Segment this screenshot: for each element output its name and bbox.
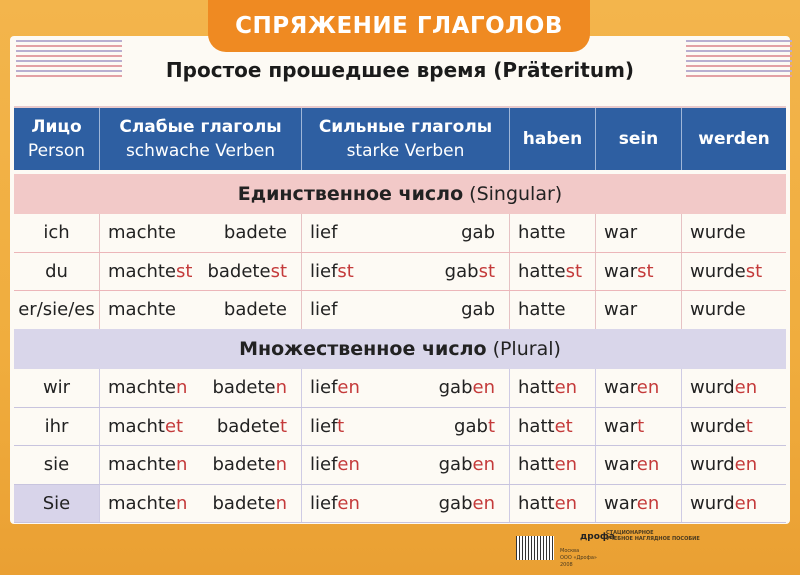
- footer: [0, 524, 800, 575]
- verb-machen-ending: n: [176, 454, 188, 476]
- header-weak-verbs: [100, 108, 302, 170]
- verb-haben-cell: [510, 291, 596, 329]
- verb-werden-stem: wurde: [690, 260, 746, 282]
- strong-verbs-cell: [302, 253, 510, 291]
- verb-geben-ending: st: [478, 260, 495, 282]
- header-weak-de: schwache Verben: [125, 141, 276, 161]
- verb-machen: [108, 299, 176, 320]
- verb-sein-stem: war: [604, 454, 637, 476]
- strong-verbs-cell: [302, 446, 510, 484]
- strong-verbs-cell: [302, 408, 510, 446]
- verb-machen: [108, 493, 187, 514]
- singular-section-label: [14, 174, 786, 214]
- verb-machen-ending: st: [176, 260, 193, 282]
- verb-geben: [461, 222, 495, 243]
- verb-haben-stem: hatt: [518, 415, 555, 437]
- header-sein: sein: [596, 108, 682, 170]
- verb-werden-stem: wurde: [690, 222, 746, 244]
- barcode: [516, 536, 554, 560]
- verb-laufen-ending: en: [337, 492, 360, 514]
- verb-machen-stem: machte: [108, 260, 177, 282]
- verb-laufen-stem: lief: [310, 299, 338, 321]
- header-werden: werden: [698, 129, 770, 149]
- weak-verbs-cell: [100, 408, 302, 446]
- verb-geben-stem: gab: [461, 299, 495, 321]
- verb-haben-cell: [510, 253, 596, 291]
- verb-werden: [690, 493, 757, 514]
- verb-baden-stem: badete: [212, 377, 276, 399]
- table-row: [14, 369, 786, 408]
- verb-baden: [207, 261, 287, 282]
- verb-werden: [690, 454, 757, 475]
- plural-section-label: [14, 329, 786, 369]
- plural-rows: [14, 369, 786, 523]
- verb-baden: [212, 493, 287, 514]
- verb-machen: [108, 377, 187, 398]
- pronoun-cell: du: [14, 253, 100, 291]
- verb-haben: [518, 454, 577, 475]
- verb-geben: [439, 454, 495, 475]
- verb-werden-stem: wurde: [690, 415, 746, 437]
- verb-machen-stem: macht: [108, 415, 165, 437]
- verb-geben: [461, 299, 495, 320]
- header-strong-ru: Сильные глаголы: [318, 117, 493, 137]
- verb-baden-ending: n: [275, 492, 287, 514]
- verb-machen-stem: machte: [108, 222, 177, 244]
- strong-verbs-cell: [302, 369, 510, 407]
- verb-sein-cell: [596, 446, 682, 484]
- table-header: [14, 106, 786, 170]
- verb-sein-ending: t: [637, 415, 645, 437]
- verb-sein: [604, 377, 659, 398]
- verb-laufen-stem: lief: [310, 222, 338, 244]
- verb-baden-stem: badete: [216, 415, 280, 437]
- verb-baden-stem: badete: [223, 222, 287, 244]
- verb-haben-ending: en: [554, 377, 578, 399]
- verb-sein: [604, 299, 637, 320]
- publisher-name: ООО «Дрофа»: [560, 555, 597, 561]
- publisher-logo: дрофа: [580, 532, 615, 542]
- verb-baden-ending: n: [275, 454, 287, 476]
- verb-werden: [690, 261, 762, 282]
- verb-geben: [445, 261, 495, 282]
- publication-year: 2008: [560, 562, 573, 568]
- header-haben: haben: [510, 108, 596, 170]
- verb-sein-ending: st: [637, 260, 654, 282]
- verb-baden-stem: badete: [212, 492, 276, 514]
- verb-machen: [108, 261, 192, 282]
- verb-laufen: [310, 493, 360, 514]
- verb-laufen-stem: lief: [310, 492, 338, 514]
- verb-haben-stem: hatte: [518, 260, 566, 282]
- verb-haben: [518, 299, 566, 320]
- pronoun-cell: er/sie/es: [14, 291, 100, 329]
- poster-title: СПРЯЖЕНИЕ ГЛАГОЛОВ: [208, 0, 590, 52]
- verb-werden: [690, 299, 746, 320]
- verb-haben-stem: hatte: [518, 222, 566, 244]
- verb-sein-cell: [596, 214, 682, 252]
- verb-laufen: [310, 222, 337, 243]
- verb-geben-stem: gab: [438, 454, 473, 476]
- verb-haben-cell: [510, 408, 596, 446]
- table-row: [14, 446, 786, 485]
- verb-geben-ending: t: [487, 415, 495, 437]
- pronoun-cell: ihr: [14, 408, 100, 446]
- verb-haben-ending: st: [565, 260, 583, 282]
- verb-laufen-stem: lief: [310, 415, 338, 437]
- verb-baden-ending: st: [270, 260, 287, 282]
- verb-baden: [212, 454, 287, 475]
- header-person: [14, 108, 100, 170]
- verb-machen-ending: n: [176, 377, 188, 399]
- verb-sein-stem: war: [604, 299, 638, 321]
- weak-verbs-cell: [100, 214, 302, 252]
- verb-laufen-stem: lief: [310, 260, 338, 282]
- verb-geben-stem: gab: [461, 222, 495, 244]
- verb-werden: [690, 377, 757, 398]
- weak-verbs-cell: [100, 253, 302, 291]
- verb-werden-ending: en: [734, 377, 758, 399]
- verb-machen-stem: machte: [108, 492, 177, 514]
- verb-laufen: [310, 261, 354, 282]
- verb-werden-stem: wurd: [690, 377, 735, 399]
- verb-baden-ending: n: [275, 377, 287, 399]
- strong-verbs-cell: [302, 485, 510, 523]
- verb-sein-ending: en: [636, 454, 660, 476]
- verb-sein-cell: [596, 485, 682, 523]
- verb-werden-cell: [682, 408, 786, 446]
- table-row: [14, 214, 786, 253]
- verb-geben-ending: en: [472, 492, 495, 514]
- verb-sein-cell: [596, 291, 682, 329]
- header-person-ru: Лицо: [31, 117, 82, 137]
- header-strong-verbs: [302, 108, 510, 170]
- verb-laufen: [310, 416, 344, 437]
- verb-machen-stem: machte: [108, 299, 177, 321]
- verb-sein: [604, 416, 644, 437]
- verb-haben-stem: hatte: [518, 299, 566, 321]
- weak-verbs-cell: [100, 369, 302, 407]
- verb-werden-cell: [682, 291, 786, 329]
- series-line-1: СТАЦИОНАРНОЕ: [606, 530, 654, 536]
- verb-geben-stem: gab: [438, 492, 473, 514]
- verb-laufen-ending: t: [337, 415, 345, 437]
- verb-haben-stem: hatt: [518, 492, 555, 514]
- verb-geben: [439, 377, 495, 398]
- verb-baden: [217, 416, 287, 437]
- verb-machen-stem: machte: [108, 377, 177, 399]
- verb-laufen-ending: en: [337, 454, 360, 476]
- table-row: [14, 253, 786, 292]
- singular-rows: [14, 214, 786, 330]
- verb-sein: [604, 222, 637, 243]
- verb-werden-stem: wurd: [690, 454, 735, 476]
- verb-werden-cell: [682, 214, 786, 252]
- strong-verbs-cell: [302, 214, 510, 252]
- verb-werden-ending: t: [745, 415, 753, 437]
- verb-geben-ending: en: [472, 377, 495, 399]
- pronoun-cell: sie: [14, 446, 100, 484]
- verb-werden-stem: wurde: [690, 299, 746, 321]
- header-strong-de: starke Verben: [346, 141, 465, 161]
- verb-werden-stem: wurd: [690, 492, 735, 514]
- verb-haben: [518, 222, 566, 243]
- verb-haben: [518, 416, 573, 437]
- verb-werden: [690, 416, 753, 437]
- verb-haben-stem: hatt: [518, 377, 555, 399]
- weak-verbs-cell: [100, 485, 302, 523]
- singular-label-ru: Единственное число: [237, 183, 464, 205]
- verb-laufen: [310, 299, 337, 320]
- table-row: [14, 485, 786, 524]
- verb-werden-cell: [682, 253, 786, 291]
- verb-sein-cell: [596, 369, 682, 407]
- verb-haben-cell: [510, 369, 596, 407]
- header-weak-ru: Слабые глаголы: [119, 117, 282, 137]
- verb-werden-ending: en: [734, 454, 758, 476]
- verb-werden-cell: [682, 485, 786, 523]
- verb-machen-ending: n: [176, 492, 188, 514]
- weak-verbs-cell: [100, 446, 302, 484]
- verb-haben-cell: [510, 446, 596, 484]
- poster-subtitle: Простое прошедшее время (Präteritum): [165, 58, 635, 82]
- plural-label-de: (Plural): [492, 338, 561, 360]
- verb-machen: [108, 416, 183, 437]
- header-person-de: Person: [27, 141, 86, 161]
- verb-machen: [108, 454, 187, 475]
- pronoun-cell: Sie: [14, 485, 100, 523]
- verb-geben-stem: gab: [454, 415, 488, 437]
- verb-machen-stem: machte: [108, 454, 177, 476]
- verb-haben-cell: [510, 214, 596, 252]
- verb-baden-ending: t: [279, 415, 287, 437]
- verb-laufen-ending: st: [337, 260, 354, 282]
- strong-verbs-cell: [302, 291, 510, 329]
- verb-sein-ending: en: [636, 377, 660, 399]
- weak-verbs-cell: [100, 291, 302, 329]
- table-row: [14, 408, 786, 447]
- verb-baden: [224, 299, 287, 320]
- verb-werden-ending: st: [745, 260, 763, 282]
- verb-haben-ending: en: [554, 454, 578, 476]
- verb-sein-stem: war: [604, 492, 637, 514]
- verb-sein-stem: war: [604, 260, 638, 282]
- verb-baden-stem: badete: [212, 454, 276, 476]
- verb-machen-ending: et: [164, 415, 184, 437]
- verb-laufen-ending: en: [337, 377, 360, 399]
- verb-haben-ending: en: [554, 492, 578, 514]
- verb-haben-cell: [510, 485, 596, 523]
- verb-geben-stem: gab: [444, 260, 479, 282]
- verb-werden-ending: en: [734, 492, 758, 514]
- verb-geben-ending: en: [472, 454, 495, 476]
- pronoun-cell: ich: [14, 214, 100, 252]
- verb-machen: [108, 222, 176, 243]
- verb-haben-stem: hatt: [518, 454, 555, 476]
- pronoun-cell: wir: [14, 369, 100, 407]
- verb-werden-cell: [682, 369, 786, 407]
- verb-sein: [604, 454, 659, 475]
- plural-label-ru: Множественное число: [239, 338, 487, 360]
- verb-sein-ending: en: [636, 492, 660, 514]
- verb-sein-cell: [596, 408, 682, 446]
- singular-label-de: (Singular): [469, 183, 563, 205]
- series-line-2: УЧЕБНОЕ НАГЛЯДНОЕ ПОСОБИЕ: [606, 536, 700, 542]
- verb-baden-stem: badete: [207, 260, 271, 282]
- verb-laufen-stem: lief: [310, 454, 338, 476]
- verb-laufen-stem: lief: [310, 377, 338, 399]
- verb-haben: [518, 493, 577, 514]
- verb-haben: [518, 377, 577, 398]
- verb-laufen: [310, 454, 360, 475]
- verb-sein-cell: [596, 253, 682, 291]
- verb-baden: [212, 377, 287, 398]
- verb-werden-cell: [682, 446, 786, 484]
- verb-haben: [518, 261, 582, 282]
- verb-geben: [454, 416, 495, 437]
- verb-baden-stem: badete: [223, 299, 287, 321]
- verb-baden: [224, 222, 287, 243]
- verb-sein-stem: war: [604, 415, 638, 437]
- publisher-city: Москва: [560, 548, 580, 554]
- verb-sein-stem: war: [604, 377, 637, 399]
- verb-sein-stem: war: [604, 222, 638, 244]
- verb-geben: [439, 493, 495, 514]
- verb-sein: [604, 493, 659, 514]
- table-row: [14, 291, 786, 330]
- verb-geben-stem: gab: [438, 377, 473, 399]
- verb-haben-ending: et: [554, 415, 573, 437]
- verb-werden: [690, 222, 746, 243]
- verb-laufen: [310, 377, 360, 398]
- verb-sein: [604, 261, 654, 282]
